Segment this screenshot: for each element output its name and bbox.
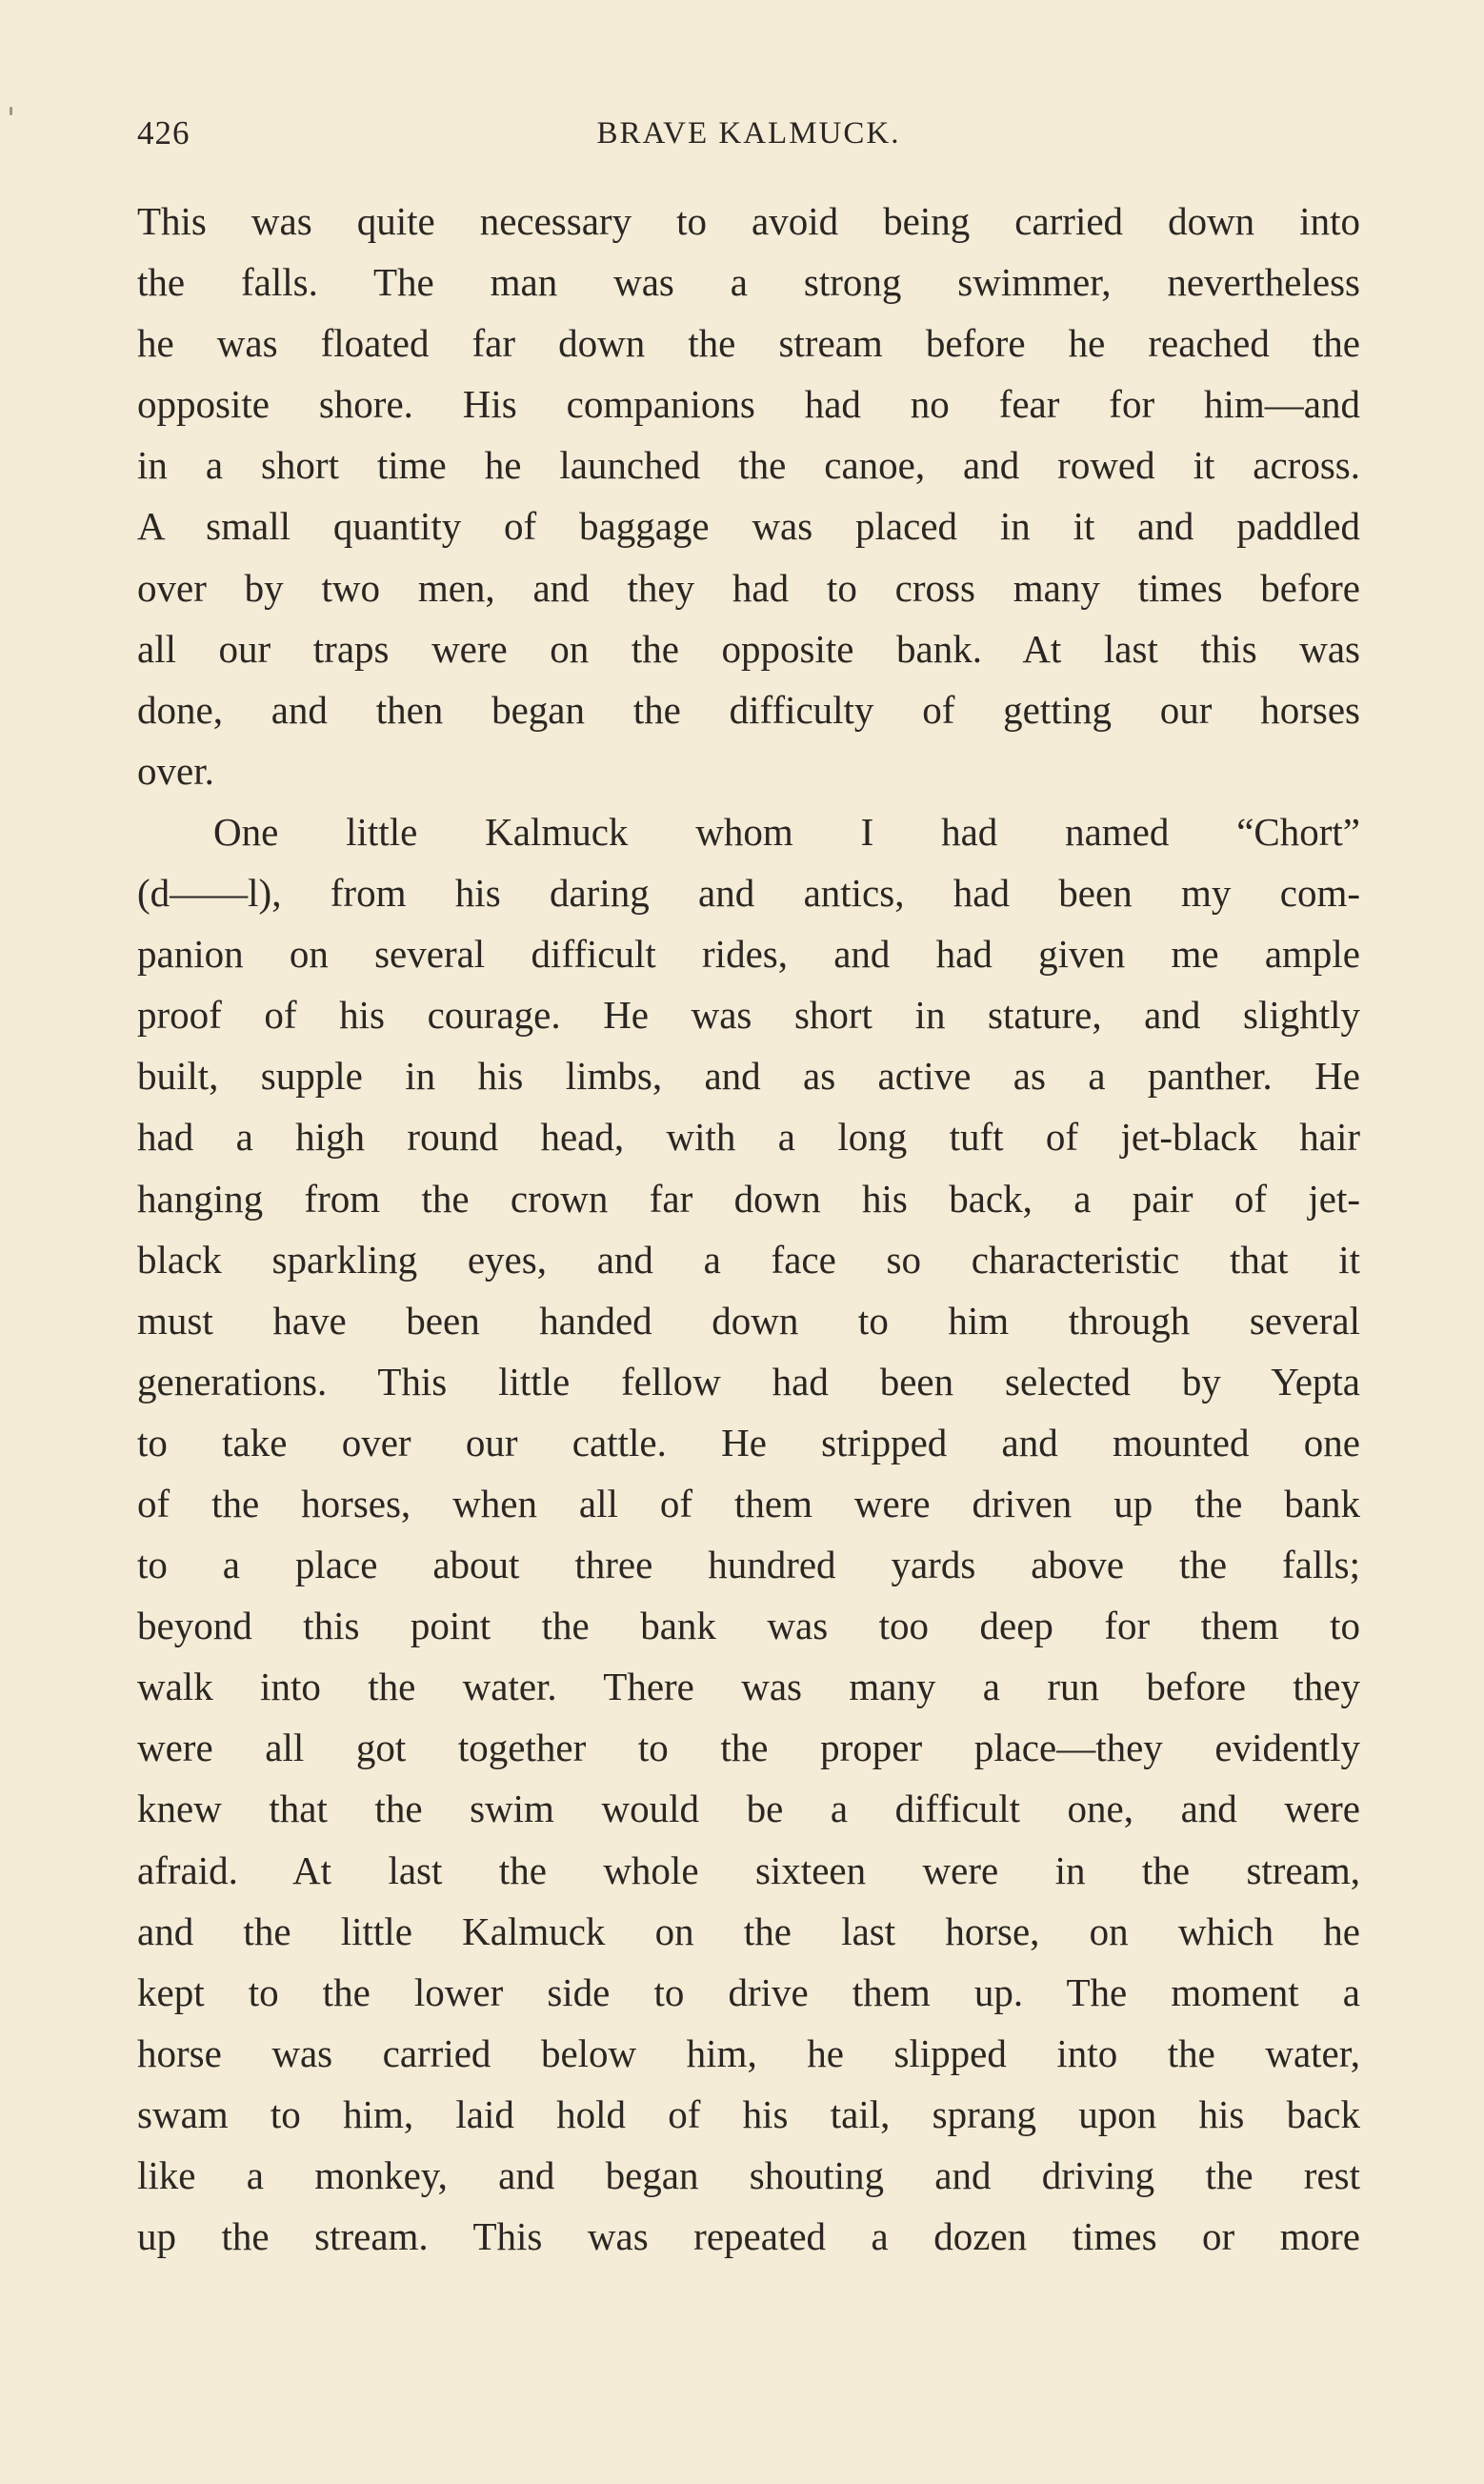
text-line: proof of his courage. He was short in stature, and slightly — [137, 993, 1360, 1038]
text-line: must have been handed down to him through several — [137, 1298, 1360, 1343]
text-line: (d——l), from his daring and antics, had been my com- — [137, 871, 1360, 916]
text-line: and the little Kalmuck on the last horse, on which he — [137, 1908, 1360, 1953]
paragraph — [137, 801, 1360, 2267]
text-line: One little Kalmuck whom I had named “Chort” — [213, 809, 1360, 854]
text-line: in a short time he launched the canoe, and rowed it across. — [137, 443, 1360, 488]
text-line: generations. This little fellow had been selected by Yepta — [137, 1359, 1360, 1404]
page-number: 426 — [137, 114, 191, 151]
text-line: A small quantity of baggage was placed in it and paddled — [137, 504, 1360, 549]
text-line: the falls. The man was a strong swimmer, nevertheless — [137, 260, 1360, 305]
text-line: walk into the water. There was many a run before they — [137, 1665, 1360, 1709]
text-line: built, supple in his limbs, and as active as a panther. He — [137, 1054, 1360, 1099]
text-line: kept to the lower side to drive them up. The moment a — [137, 1969, 1360, 2014]
text-line: swam to him, laid hold of his tail, sprang upon his back — [137, 2091, 1360, 2136]
paper-speck — [10, 107, 12, 115]
text-line: all our traps were on the opposite bank. At last this was — [137, 626, 1360, 671]
body-text — [137, 191, 1360, 2267]
text-line: done, and then began the difficulty of getting our horses — [137, 687, 1360, 732]
text-line: knew that the swim would be a difficult one, and were — [137, 1787, 1360, 1831]
text-line: he was floated far down the stream before he reached the — [137, 321, 1360, 366]
text-line: to take over our cattle. He stripped and mounted one — [137, 1420, 1360, 1464]
paragraph — [137, 191, 1360, 801]
text-line: over. — [137, 748, 214, 793]
text-line: This was quite necessary to avoid being carried down into — [137, 199, 1360, 243]
text-line: were all got together to the proper place—they evidently — [137, 1726, 1360, 1770]
text-line: panion on several difficult rides, and had given me ample — [137, 932, 1360, 977]
text-line: opposite shore. His companions had no fear for him—and — [137, 382, 1360, 427]
text-line: afraid. At last the whole sixteen were in the stream, — [137, 1848, 1360, 1892]
text-line: like a monkey, and began shouting and driving the rest — [137, 2153, 1360, 2197]
text-line: up the stream. This was repeated a dozen times or more — [137, 2214, 1360, 2259]
running-head: BRAVE KALMUCK. — [596, 116, 901, 151]
text-line: to a place about three hundred yards above the falls; — [137, 1543, 1360, 1587]
text-line: had a high round head, with a long tuft of jet-black hair — [137, 1115, 1360, 1160]
text-line: beyond this point the bank was too deep for them to — [137, 1604, 1360, 1648]
text-line: over by two men, and they had to cross many times before — [137, 565, 1360, 610]
text-line: horse was carried below him, he slipped into the water, — [137, 2030, 1360, 2075]
text-line: of the horses, when all of them were driven up the bank — [137, 1481, 1360, 1525]
text-line: hanging from the crown far down his back, a pair of jet- — [137, 1176, 1360, 1221]
text-line: black sparkling eyes, and a face so characteristic that it — [137, 1237, 1360, 1282]
page-header — [137, 105, 1360, 162]
